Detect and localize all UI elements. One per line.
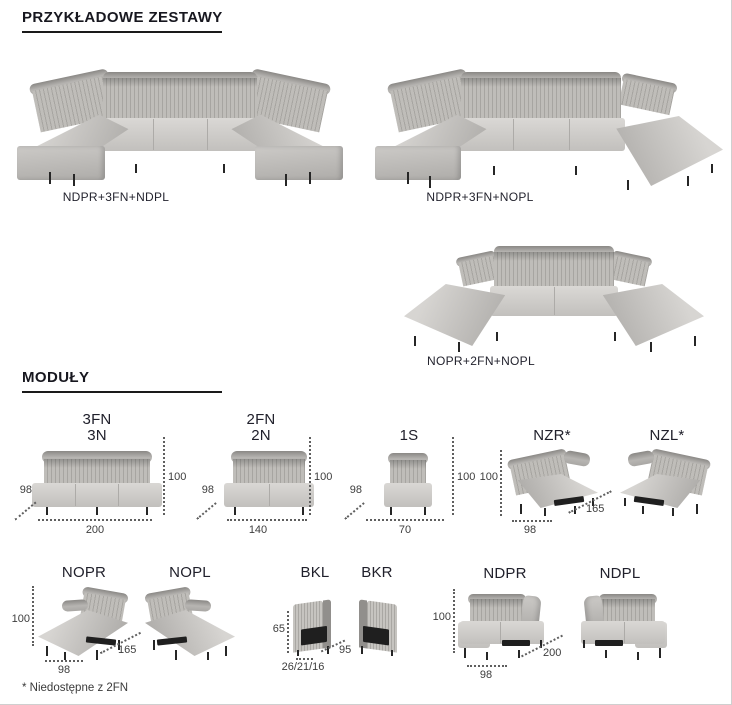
- seat-divider: [153, 119, 154, 150]
- set-caption: NDPR+3FN+NOPL: [426, 190, 534, 204]
- module-label: 1S: [399, 427, 419, 444]
- leg: [627, 180, 629, 190]
- dim-height-line: [163, 437, 165, 515]
- leg: [583, 640, 585, 648]
- dim-height-line: [287, 611, 289, 653]
- module-label: NDPL: [599, 565, 641, 582]
- backrest: [470, 599, 524, 623]
- leg: [135, 164, 137, 173]
- module-figure-bkr: [355, 600, 399, 656]
- dim-height-line: [452, 437, 454, 515]
- dim-width-line: [366, 519, 444, 521]
- leg: [696, 504, 698, 514]
- backrest-panel: [359, 599, 397, 652]
- module-figure-1s: [384, 453, 432, 515]
- backrest: [233, 459, 305, 485]
- dim-depth: 98: [201, 484, 214, 496]
- modules-title: MODUŁY: [22, 369, 90, 386]
- module-label: 3N: [87, 427, 107, 444]
- module-label: 2N: [251, 427, 271, 444]
- dim-depth-line: [196, 502, 216, 520]
- backrest: [601, 599, 655, 623]
- dim-width: 98: [57, 664, 71, 676]
- dim-width-line: [227, 519, 307, 521]
- leg: [46, 646, 48, 656]
- leg: [297, 650, 299, 656]
- mechanism: [595, 640, 623, 646]
- dim-height: 100: [168, 471, 187, 483]
- leg: [96, 650, 98, 660]
- module-figure-nopr: [38, 584, 130, 660]
- modules-underline: [22, 391, 222, 393]
- dim-depth: 98: [349, 484, 362, 496]
- leg: [672, 508, 674, 516]
- set-caption: NDPR+3FN+NDPL: [62, 190, 170, 204]
- seat: [457, 118, 625, 151]
- seat-divider: [513, 119, 514, 150]
- module-label: NZL*: [649, 427, 685, 444]
- leg: [464, 648, 466, 658]
- leg: [650, 342, 652, 352]
- backrest: [390, 460, 426, 485]
- leg: [544, 508, 546, 516]
- mechanism: [502, 640, 530, 646]
- seat: [99, 118, 261, 151]
- seat: [384, 483, 432, 507]
- leg: [73, 174, 75, 186]
- module-figure-3fn: [32, 451, 162, 515]
- dim-height: 100: [314, 471, 333, 483]
- leg: [605, 650, 607, 658]
- backrest: [44, 459, 150, 485]
- seat-divider: [207, 119, 208, 150]
- leg: [64, 652, 66, 660]
- seat: [581, 621, 665, 644]
- dim-depth-line: [344, 502, 364, 520]
- seat-divider: [569, 119, 570, 150]
- leg: [414, 336, 416, 346]
- seat-divider: [554, 287, 555, 315]
- leg: [642, 506, 644, 514]
- leg: [302, 507, 304, 515]
- dim-width-line: [512, 520, 552, 522]
- dim-depth: 98: [19, 484, 32, 496]
- mirrored-figure: [572, 588, 667, 660]
- module-figure-nopl: [140, 584, 235, 660]
- dim-width-line: [38, 519, 152, 521]
- backrest: [494, 252, 614, 288]
- leg: [49, 172, 51, 184]
- dim-width: 140: [248, 524, 268, 536]
- seat-divider: [269, 484, 270, 506]
- leg: [407, 172, 409, 184]
- module-figure-ndpl: [572, 588, 667, 660]
- dim-height-line: [453, 589, 455, 653]
- leg: [175, 650, 177, 660]
- examples-underline: [22, 31, 222, 33]
- dim-length: 165: [118, 644, 137, 656]
- examples-title: PRZYKŁADOWE ZESTAWY: [22, 9, 223, 26]
- armrest: [185, 599, 212, 612]
- mirrored-figure: [355, 600, 399, 656]
- leg: [496, 332, 498, 341]
- dim-height: 100: [479, 471, 498, 483]
- dim-height-line: [309, 437, 311, 515]
- dim-width-line: [296, 658, 313, 660]
- leg: [429, 176, 431, 188]
- dim-width-line: [45, 660, 83, 662]
- dim-width: 26/21/16: [281, 661, 325, 673]
- dim-width: 70: [398, 524, 412, 536]
- module-label: NOPR: [61, 564, 107, 581]
- leg: [659, 648, 661, 658]
- backrest: [103, 78, 257, 118]
- leg: [711, 164, 713, 173]
- leg: [96, 507, 98, 515]
- leg: [518, 650, 520, 658]
- leg: [520, 504, 522, 514]
- mirrored-figure: [618, 448, 710, 516]
- backrest: [461, 78, 621, 118]
- dim-length: 95: [339, 644, 352, 656]
- leg: [234, 507, 236, 515]
- leg: [309, 172, 311, 184]
- leg: [486, 652, 488, 660]
- seat-divider: [624, 622, 625, 643]
- module-label: BKL: [300, 564, 330, 581]
- leg: [637, 652, 639, 660]
- dim-width-line: [467, 665, 507, 667]
- right-short-wing: [607, 250, 652, 288]
- dim-width: 200: [85, 524, 105, 536]
- module-label: NOPL: [169, 564, 211, 581]
- armrest: [62, 599, 89, 612]
- sofa-set-figure-ndpr-3fn-ndpl: [15, 64, 345, 192]
- leg: [614, 332, 616, 341]
- mirrored-figure: [140, 584, 235, 660]
- module-figure-nzl: [618, 448, 710, 516]
- leg: [153, 640, 155, 650]
- dim-height: 100: [432, 611, 451, 623]
- module-label: 2FN: [246, 411, 276, 428]
- sofa-set-figure-nopr-2fn-nopl: [398, 240, 710, 352]
- module-label: NZR*: [533, 427, 571, 444]
- leg: [146, 507, 148, 515]
- dim-width: 98: [479, 669, 493, 681]
- module-label: NDPR: [483, 565, 527, 582]
- leg: [225, 646, 227, 656]
- armrest: [375, 146, 461, 180]
- backrest-panel: [293, 599, 331, 652]
- armrest: [17, 146, 105, 180]
- module-figure-2fn: [224, 451, 314, 515]
- leg: [575, 166, 577, 175]
- leg: [46, 507, 48, 515]
- leg: [694, 336, 696, 346]
- leg: [207, 652, 209, 660]
- right-short-wing: [616, 73, 678, 118]
- dim-height: 100: [11, 613, 30, 625]
- footnote: * Niedostępne z 2FN: [22, 682, 129, 694]
- leg: [624, 498, 626, 506]
- leg: [424, 507, 426, 515]
- dim-height: 100: [457, 471, 476, 483]
- sofa-set-figure-ndpr-3fn-nopl: [375, 64, 727, 192]
- module-label: 3FN: [82, 411, 112, 428]
- leg: [362, 646, 364, 654]
- dim-length: 165: [586, 503, 605, 515]
- seat: [32, 483, 162, 507]
- leg: [390, 507, 392, 515]
- dim-height: 65: [272, 623, 285, 635]
- module-label: BKR: [361, 564, 393, 581]
- leg: [458, 342, 460, 352]
- seat-divider: [118, 484, 119, 506]
- dim-height-line: [500, 450, 502, 516]
- leg: [493, 166, 495, 175]
- dim-width: 98: [523, 524, 537, 536]
- set-caption: NOPR+2FN+NOPL: [427, 354, 535, 368]
- leg: [285, 174, 287, 186]
- leg: [392, 650, 394, 656]
- seat-divider: [75, 484, 76, 506]
- leg: [687, 176, 689, 186]
- armrest: [255, 146, 343, 180]
- leg: [223, 164, 225, 173]
- dim-length: 200: [543, 647, 562, 659]
- seat-divider: [500, 622, 501, 643]
- dim-height-line: [32, 586, 34, 646]
